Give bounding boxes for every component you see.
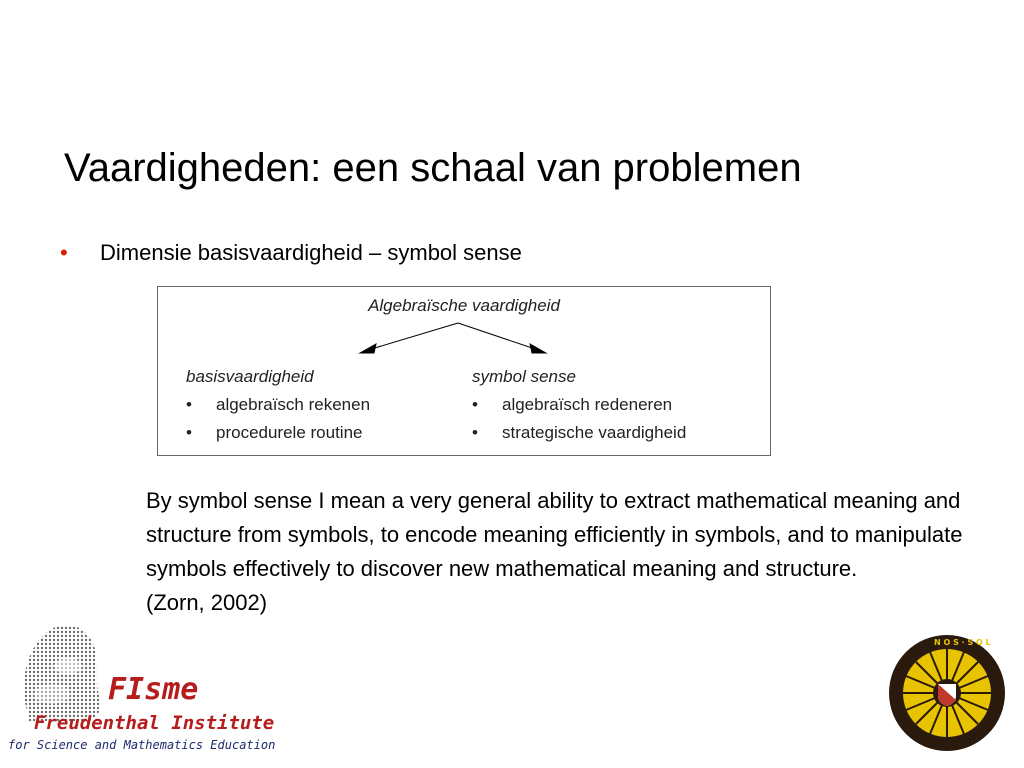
bullet-item — [60, 240, 522, 266]
right-item: • algebraïsch redeneren — [472, 395, 673, 414]
fisme-acronym: FIsme — [108, 672, 199, 707]
freudenthal-portrait-icon — [8, 614, 118, 724]
bullet-text: Dimensie basisvaardigheid – symbol sense — [100, 240, 522, 265]
basisvaardigheid-column — [186, 367, 370, 451]
right-item: • strategische vaardigheid — [472, 423, 687, 442]
fisme-logo — [0, 610, 300, 760]
left-heading: basisvaardigheid — [186, 367, 314, 386]
symbol-sense-column — [472, 367, 686, 451]
quote-text: By symbol sense I mean a very general ability to extract mathematical meaning and structure from symbols, to encode meaning efficiently in symbols, and to manipulate symbols effectively to discover new mathematical meaning and structure. — [146, 488, 963, 581]
diagram-top-label: Algebraïsche vaardigheid — [368, 296, 560, 315]
right-heading: symbol sense — [472, 367, 576, 386]
split-arrows — [158, 287, 772, 367]
left-item: • algebraïsch rekenen — [186, 395, 371, 414]
zorn-quote — [146, 484, 976, 620]
university-seal-icon — [888, 634, 1006, 752]
institute-name: Freudenthal Institute — [34, 712, 275, 734]
institute-subtitle: for Science and Mathematics Education — [8, 738, 276, 752]
diagram-box — [157, 286, 771, 456]
left-item: • procedurele routine — [186, 423, 363, 442]
quote-citation: (Zorn, 2002) — [146, 590, 268, 615]
slide-title: Vaardigheden: een schaal van problemen — [64, 146, 802, 190]
bullet-marker: • — [60, 240, 68, 265]
svg-text:N O S · S O L: N O S · S O L — [934, 638, 991, 647]
